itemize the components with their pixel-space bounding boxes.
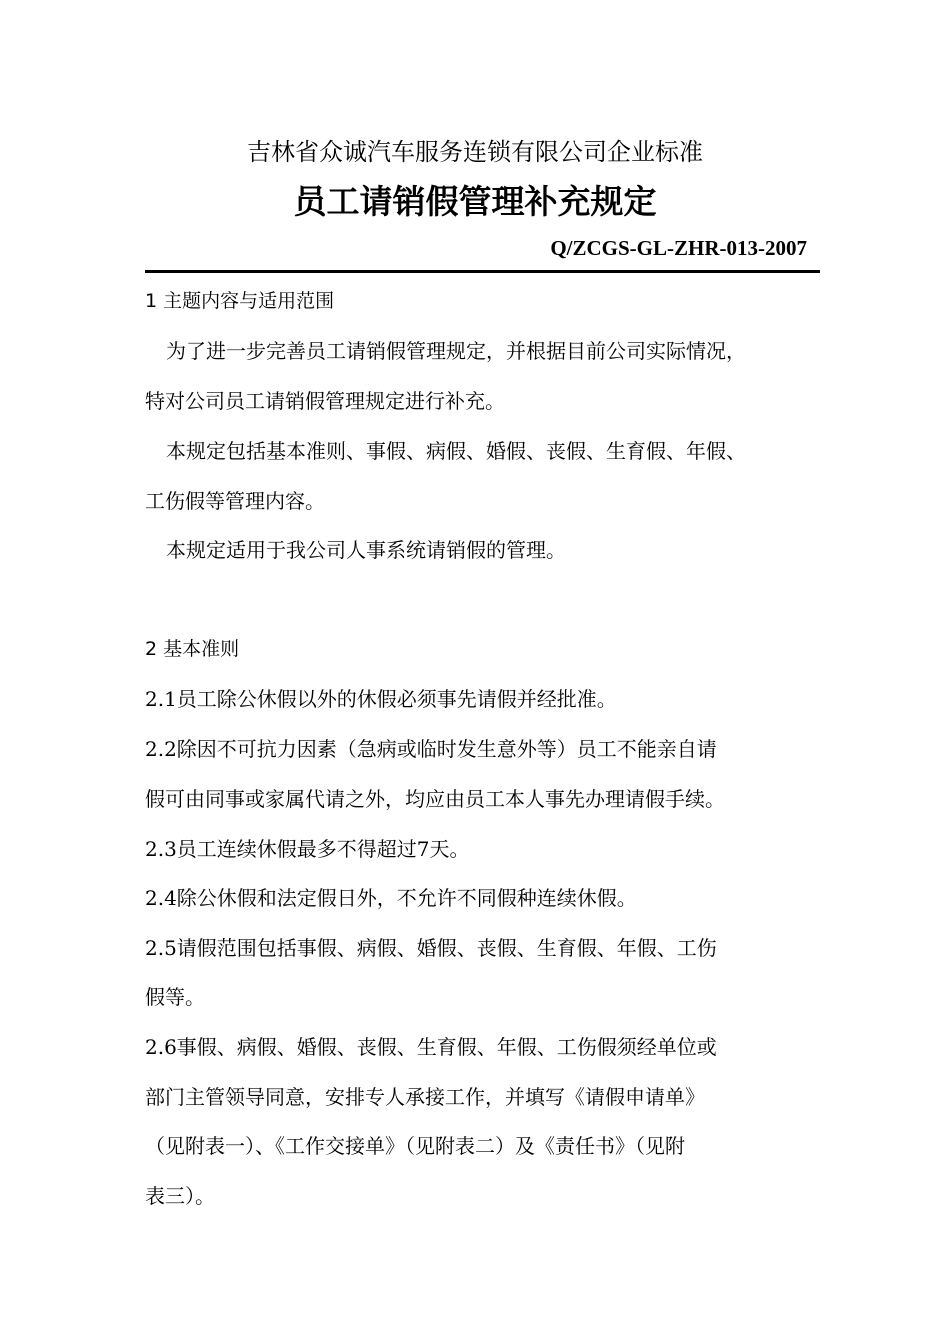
paragraph-line: 工伤假等管理内容。 xyxy=(145,489,325,513)
clause-line: 2.4除公休假和法定假日外，不允许不同假种连续休假。 xyxy=(145,886,637,910)
clause-line: 表三）。 xyxy=(145,1184,215,1208)
clause-line: 2.1员工除公休假以外的休假必须事先请假并经批准。 xyxy=(145,687,617,711)
paragraph-line: 特对公司员工请销假管理规定进行补充。 xyxy=(145,389,505,413)
standard-code: Q/ZCGS-GL-ZHR-013-2007 xyxy=(550,236,807,260)
clause-line: 假等。 xyxy=(145,985,205,1009)
section-2-heading: 2 基本准则 xyxy=(145,638,240,660)
clause-line: 2.6事假、病假、婚假、丧假、生育假、年假、工伤假须经单位或 xyxy=(145,1035,717,1059)
clause-line: 部门主管领导同意，安排专人承接工作，并填写《请假申请单》 xyxy=(145,1085,705,1109)
clause-line: 2.2除因不可抗力因素（急病或临时发生意外等）员工不能亲自请 xyxy=(145,737,717,761)
paragraph-line: 本规定包括基本准则、事假、病假、婚假、丧假、生育假、年假、 xyxy=(166,439,746,463)
header-divider xyxy=(145,270,820,273)
company-name: 吉林省众诚汽车服务连锁有限公司企业标准 xyxy=(247,138,703,166)
paragraph-line: 本规定适用于我公司人事系统请销假的管理。 xyxy=(166,538,566,562)
section-1-heading: 1 主题内容与适用范围 xyxy=(145,290,335,312)
clause-line: （见附表一）、《工作交接单》（见附表二）及《责任书》（见附 xyxy=(145,1134,685,1158)
document-title: 员工请销假管理补充规定 xyxy=(293,182,657,221)
clause-line: 假可由同事或家属代请之外，均应由员工本人事先办理请假手续。 xyxy=(145,787,725,811)
clause-line: 2.5请假范围包括事假、病假、婚假、丧假、生育假、年假、工伤 xyxy=(145,936,717,960)
paragraph-line: 为了进一步完善员工请销假管理规定，并根据目前公司实际情况， xyxy=(166,339,746,363)
clause-line: 2.3员工连续休假最多不得超过7天。 xyxy=(145,837,470,861)
